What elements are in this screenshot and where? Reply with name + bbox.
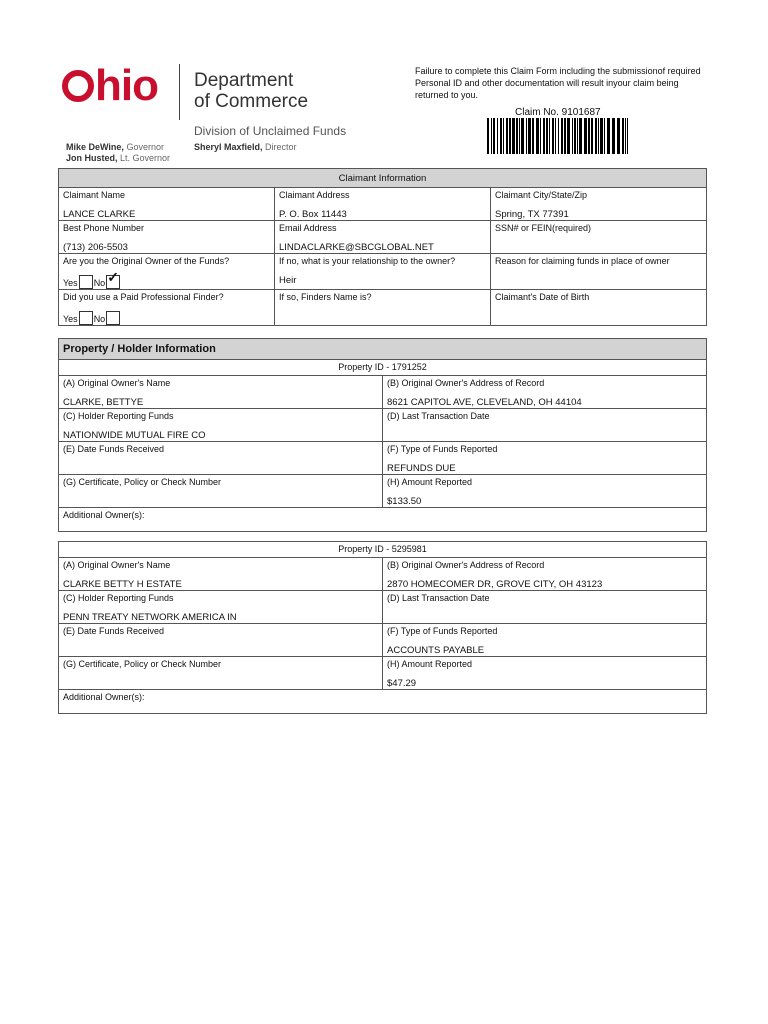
- finder-yes-label: Yes: [63, 314, 78, 324]
- funds-type-value: ACCOUNTS PAYABLE: [387, 645, 485, 656]
- date-received-label: (E) Date Funds Received: [63, 626, 165, 636]
- director-name: Sheryl Maxfield,: [194, 142, 263, 152]
- ohio-logo: [62, 61, 158, 110]
- claimant-city-value[interactable]: Spring, TX 77391: [495, 209, 569, 220]
- last-transaction-value: [387, 604, 702, 612]
- owner-address-label: (B) Original Owner's Address of Record: [387, 378, 545, 388]
- barcode-image: [487, 118, 629, 154]
- additional-owners-cell: [59, 508, 707, 532]
- finder-options: [63, 303, 270, 325]
- owner-name-cell: [59, 558, 383, 591]
- owner-address-cell: [383, 558, 707, 591]
- date-received-label: (E) Date Funds Received: [63, 444, 165, 454]
- certificate-cell: [59, 475, 383, 508]
- owner-name-label: (A) Original Owner's Name: [63, 560, 171, 570]
- phone-cell: [59, 221, 275, 254]
- claimant-city-cell: [491, 188, 707, 221]
- claimant-address-value[interactable]: P. O. Box 11443: [279, 209, 347, 220]
- lt-governor-name: Jon Husted,: [66, 153, 118, 163]
- lt-governor-title: Lt. Governor: [120, 153, 171, 163]
- additional-owners-label: Additional Owner(s):: [63, 692, 145, 702]
- owner-address-label: (B) Original Owner's Address of Record: [387, 560, 545, 570]
- department-name: [194, 70, 308, 112]
- holder-cell: [59, 591, 383, 624]
- email-value[interactable]: LINDACLARKE@SBCGLOBAL.NET: [279, 242, 434, 253]
- relationship-cell: [275, 254, 491, 290]
- governor-title: Governor: [126, 142, 164, 152]
- holder-value: NATIONWIDE MUTUAL FIRE CO: [63, 430, 206, 441]
- relationship-question: If no, what is your relationship to the owner?: [279, 256, 456, 266]
- governor-name: Mike DeWine,: [66, 142, 124, 152]
- finder-no-checkbox[interactable]: [106, 311, 120, 325]
- governor-line: [66, 142, 170, 153]
- last-transaction-label: (D) Last Transaction Date: [387, 411, 490, 421]
- funds-type-value: REFUNDS DUE: [387, 463, 456, 474]
- certificate-value: [63, 670, 378, 678]
- property-section-title: Property / Holder Information: [59, 339, 707, 360]
- original-owner-question: Are you the Original Owner of the Funds?: [63, 256, 230, 266]
- owner-yes-label: Yes: [63, 278, 78, 288]
- ohio-logo-text: hio: [95, 61, 158, 110]
- department-line-1: Department: [194, 70, 294, 91]
- claimant-section-title: Claimant Information: [59, 169, 707, 188]
- finder-name-question: If so, Finders Name is?: [279, 292, 372, 302]
- date-received-value: [63, 637, 378, 645]
- owner-address-cell: [383, 376, 707, 409]
- claimant-table: [58, 168, 707, 326]
- finder-yes-checkbox[interactable]: [79, 311, 93, 325]
- funds-type-cell: [383, 624, 707, 657]
- amount-cell: [383, 475, 707, 508]
- additional-owners-label: Additional Owner(s):: [63, 510, 145, 520]
- reason-label: Reason for claiming funds in place of owner: [495, 256, 670, 266]
- original-owner-cell: [59, 254, 275, 290]
- claimant-name-cell: [59, 188, 275, 221]
- amount-value: $47.29: [387, 678, 417, 689]
- amount-cell: [383, 657, 707, 690]
- property-id: Property ID - 5295981: [59, 542, 707, 558]
- claim-number: Claim No. 9101687: [515, 107, 601, 118]
- last-transaction-label: (D) Last Transaction Date: [387, 593, 490, 603]
- finder-cell: [59, 290, 275, 326]
- lt-governor-line: [66, 153, 170, 164]
- last-transaction-value: [387, 422, 702, 430]
- phone-value[interactable]: (713) 206-5503: [63, 242, 128, 253]
- owner-no-checkbox[interactable]: [106, 275, 120, 289]
- holder-cell: [59, 409, 383, 442]
- ssn-value[interactable]: [495, 234, 702, 242]
- ssn-label: SSN# or FEIN(required): [495, 223, 592, 233]
- finder-question: Did you use a Paid Professional Finder?: [63, 292, 224, 302]
- amount-value: $133.50: [387, 496, 422, 507]
- dob-label: Claimant's Date of Birth: [495, 292, 590, 302]
- certificate-value: [63, 488, 378, 496]
- finder-name-cell: [275, 290, 491, 326]
- amount-label: (H) Amount Reported: [387, 477, 473, 487]
- claimant-name-value[interactable]: LANCE CLARKE: [63, 209, 136, 220]
- director-line: [194, 142, 297, 152]
- claim-notice: Failure to complete this Claim Form including the submissionof required Personal ID and other documentation will result inyour claim being returned to you.: [415, 66, 701, 100]
- claimant-city-label: Claimant City/State/Zip: [495, 190, 588, 200]
- certificate-label: (G) Certificate, Policy or Check Number: [63, 477, 222, 487]
- date-received-value: [63, 455, 378, 463]
- funds-type-label: (F) Type of Funds Reported: [387, 626, 498, 636]
- property-id: Property ID - 1791252: [59, 360, 707, 376]
- funds-type-label: (F) Type of Funds Reported: [387, 444, 498, 454]
- claimant-address-cell: [275, 188, 491, 221]
- certificate-label: (G) Certificate, Policy or Check Number: [63, 659, 222, 669]
- dob-cell: [491, 290, 707, 326]
- holder-label: (C) Holder Reporting Funds: [63, 593, 174, 603]
- owner-address-value: 8621 CAPITOL AVE, CLEVELAND, OH 44104: [387, 397, 582, 408]
- property-table-2: [58, 541, 707, 714]
- ohio-logo-o: [62, 70, 94, 102]
- claimant-address-label: Claimant Address: [279, 190, 350, 200]
- phone-label: Best Phone Number: [63, 223, 145, 233]
- date-received-cell: [59, 624, 383, 657]
- ssn-cell: [491, 221, 707, 254]
- logo-divider: [179, 64, 180, 120]
- owner-address-value: 2870 HOMECOMER DR, GROVE CITY, OH 43123: [387, 579, 603, 590]
- email-cell: [275, 221, 491, 254]
- amount-label: (H) Amount Reported: [387, 659, 473, 669]
- funds-type-cell: [383, 442, 707, 475]
- additional-owners-cell: [59, 690, 707, 714]
- owner-name-label: (A) Original Owner's Name: [63, 378, 171, 388]
- certificate-cell: [59, 657, 383, 690]
- claimant-name-label: Claimant Name: [63, 190, 126, 200]
- finder-no-label: No: [93, 314, 106, 324]
- last-transaction-cell: [383, 409, 707, 442]
- holder-label: (C) Holder Reporting Funds: [63, 411, 174, 421]
- officials-list: [66, 142, 170, 164]
- last-transaction-cell: [383, 591, 707, 624]
- holder-value: PENN TREATY NETWORK AMERICA IN: [63, 612, 237, 623]
- owner-yes-checkbox[interactable]: [79, 275, 93, 289]
- date-received-cell: [59, 442, 383, 475]
- owner-name-cell: [59, 376, 383, 409]
- owner-name-value: CLARKE BETTY H ESTATE: [63, 579, 182, 590]
- division-name: Division of Unclaimed Funds: [194, 124, 347, 138]
- owner-no-label: No: [93, 278, 106, 288]
- property-table-1: [58, 338, 707, 532]
- owner-name-value: CLARKE, BETTYE: [63, 397, 144, 408]
- relationship-value[interactable]: Heir: [279, 275, 297, 286]
- director-title: Director: [265, 142, 297, 152]
- department-line-2: of Commerce: [194, 91, 309, 112]
- original-owner-options: [63, 267, 270, 289]
- reason-cell: [491, 254, 707, 290]
- email-label: Email Address: [279, 223, 337, 233]
